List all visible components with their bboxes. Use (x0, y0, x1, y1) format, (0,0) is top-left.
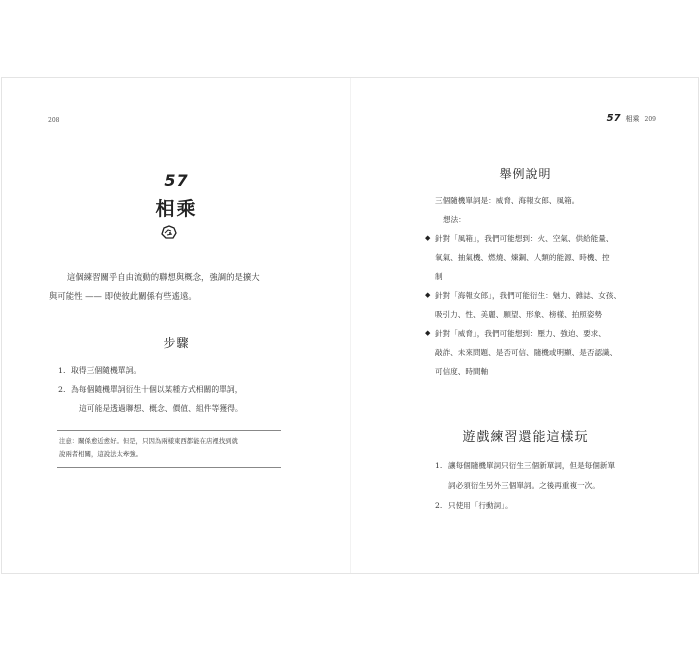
intro-paragraph (49, 268, 307, 306)
list-item (425, 324, 677, 381)
list-item (425, 229, 677, 286)
note-box (57, 430, 281, 468)
bullet-line: 吸引力、性、美麗、願望、形象、榜樣、拍照姿勢 (435, 310, 603, 319)
page-number-right: 209 (644, 116, 656, 123)
step-number: 1. (58, 366, 66, 375)
bullet-line: 可信度、時間軸 (435, 367, 489, 376)
example-think-label: 想法： (443, 215, 466, 224)
intro-line: 與可能性 —— 即使彼此關係有些遙遠。 (49, 291, 197, 301)
example-body (425, 191, 677, 381)
list-item (435, 496, 667, 516)
note-line: 說兩者相關，這說法太牽強。 (59, 450, 143, 458)
bullet-line: 針對「風箱」，我們可能想到：火、空氣、供給能量、 (435, 234, 614, 243)
example-intro: 三個隨機單詞是：威脅、海報女郎、風箱。 (435, 196, 580, 205)
bullet-line: 針對「威脅」，我們可能想到：壓力、強迫、要求、 (435, 329, 606, 338)
list-item (435, 456, 667, 476)
bullet-line: 敲詐、未來問題、是否可信、隨機或明顯、是否認識、 (435, 348, 618, 357)
steps-list (58, 361, 298, 418)
step-text: 取得三個隨機單詞。 (71, 366, 142, 375)
step-text-continued: 詞必須衍生另外三個單詞。之後再重複一次。 (448, 481, 600, 490)
list-item (58, 380, 298, 399)
step-text-continued: 這可能是透過聯想、概念、價值、組件等獲得。 (79, 404, 243, 413)
bullet-line: 針對「海報女郎」，我們可能衍生：魅力、雜誌、女孩、 (435, 291, 622, 300)
right-page (351, 78, 700, 573)
running-chapter-title: 相乘 (625, 115, 640, 123)
book-spread (1, 77, 699, 574)
running-chapter-number: 57 (606, 113, 621, 124)
chapter-number: 57 (164, 171, 189, 190)
intro-line: 這個練習關乎自由流動的聯想與概念，強調的是擴大 (67, 272, 260, 282)
running-header (607, 113, 656, 124)
diamond-bullet-icon: ◆ (425, 329, 431, 337)
steps-heading: 步驟 (163, 336, 190, 350)
variations-heading: 遊戲練習還能這樣玩 (462, 430, 589, 445)
bullet-line: 氧氣、抽氣機、燃燒、煉鋼、人類的能源、時機、控 (435, 253, 610, 262)
chapter-title: 相乘 (155, 198, 198, 220)
page-number-left: 208 (48, 117, 60, 124)
diamond-bullet-icon: ◆ (425, 291, 431, 299)
rock-doodle-icon (160, 224, 178, 240)
step-text: 只使用「行動詞」。 (448, 501, 513, 510)
step-text: 讓每個隨機單詞只衍生三個新單詞，但是每個新單 (448, 461, 616, 470)
list-item (58, 361, 298, 380)
step-number: 1. (435, 461, 443, 470)
variations-list (435, 456, 667, 516)
list-item (425, 286, 677, 324)
step-text: 為每個隨機單詞衍生十個以某種方式相關的單詞， (71, 385, 243, 394)
step-number: 2. (435, 501, 443, 510)
diamond-bullet-icon: ◆ (425, 234, 431, 242)
left-page (2, 78, 351, 573)
example-heading: 舉例說明 (499, 167, 552, 181)
note-line: 注意：關係愈近愈好。但是，只因為兩樣東西都能在店裡找到就 (59, 437, 238, 445)
step-number: 2. (58, 385, 66, 394)
bullet-line: 制 (435, 272, 443, 281)
